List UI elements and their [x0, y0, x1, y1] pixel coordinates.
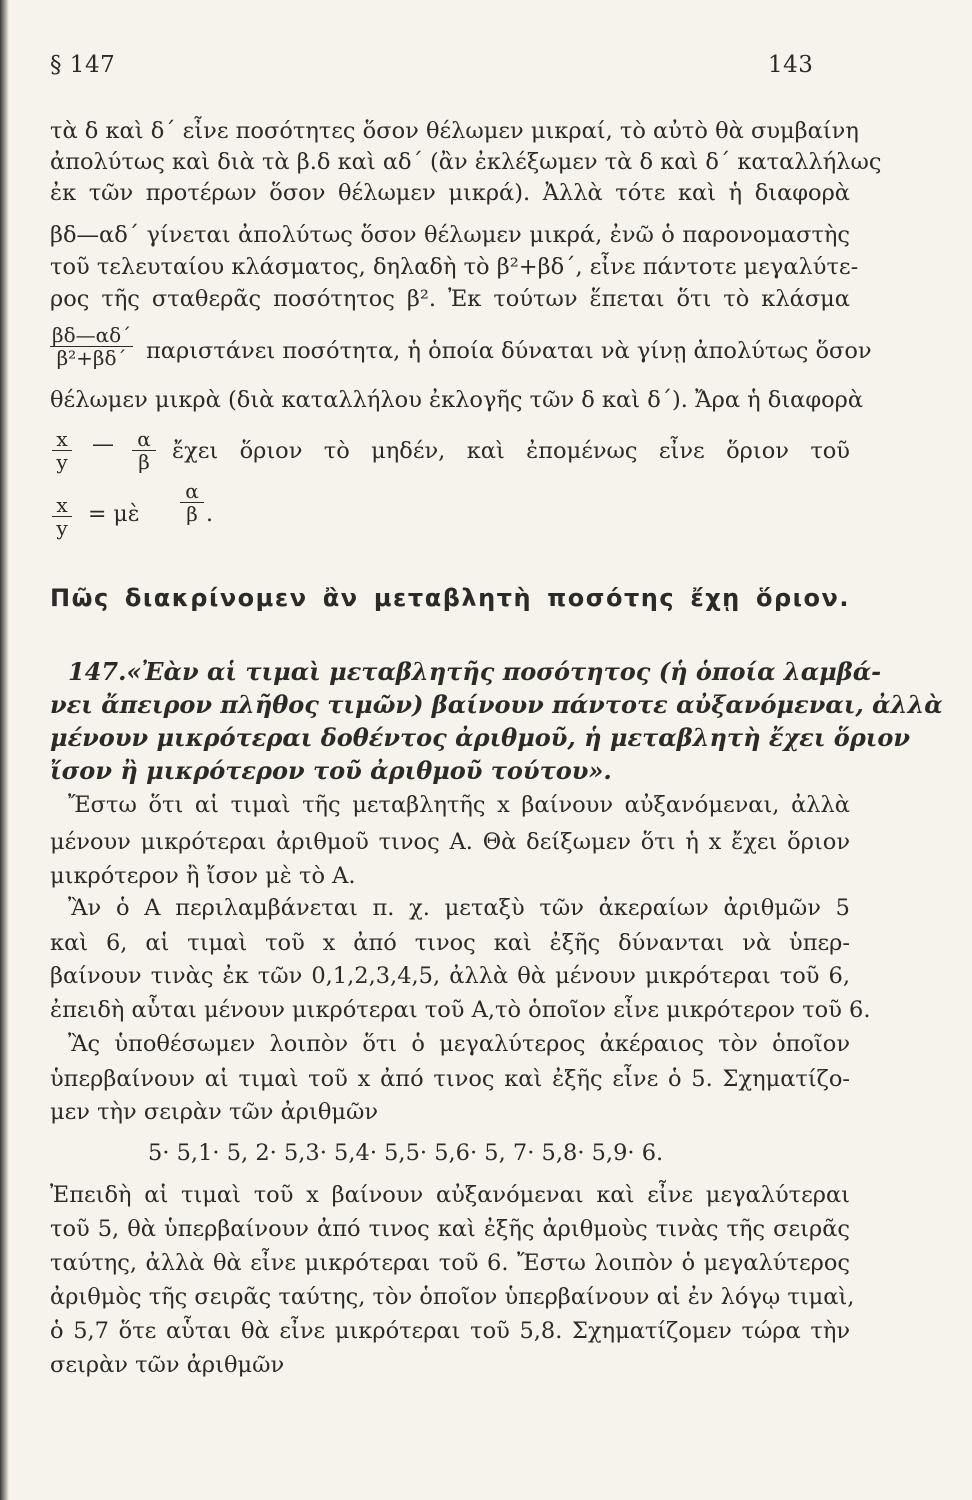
- minus-sign: —: [92, 432, 114, 457]
- text-line: μεν τὴν σειρὰν τῶν ἀριθμῶν: [50, 1099, 379, 1125]
- text-line: Ἔστω ὅτι αἱ τιμαὶ τῆς μεταβλητῆς x βαίνουν αὐξανόμεναι, ἀλλὰ: [68, 792, 850, 818]
- text-line: ἐκ τῶν προτέρων ὅσον θέλωμεν μικρά). Ἀλλὰ τότε καὶ ἡ διαφορὰ: [50, 180, 850, 206]
- fraction-x-over-y: [52, 494, 72, 539]
- section-number: § 147: [50, 52, 116, 78]
- text-line: μένουν μικρότεραι ἀριθμοῦ τινος Α. Θὰ δείξωμεν ὅτι ἡ x ἔχει ὅριον: [50, 829, 850, 855]
- text-line: παριστάνει ποσότητα, ἡ ὁποία δύναται νὰ γίνῃ ἀπολύτως ὅσον: [146, 338, 872, 364]
- number-sequence: 5· 5,1· 5, 2· 5,3· 5,4· 5,5· 5,6· 5, 7· 5,8· 5,9· 6.: [148, 1140, 664, 1166]
- text-line: τὰ δ καὶ δ΄ εἶνε ποσότητες ὅσον θέλωμεν μικραί, τὸ αὐτὸ θὰ συμβαίνη: [50, 118, 859, 144]
- fraction-numerator: x: [52, 428, 72, 451]
- text-line: καὶ 6, αἱ τιμαὶ τοῦ x ἀπό τινος καὶ ἐξῆς δύνανται νὰ ὑπερ-: [50, 930, 850, 956]
- text-line: Ἂς ὑποθέσωμεν λοιπὸν ὅτι ὁ μεγαλύτερος ἀκέραιος τὸν ὁποῖον: [68, 1031, 850, 1057]
- fraction-x-over-y: [52, 428, 72, 473]
- text-line: βαίνουν τινὰς ἐκ τῶν 0,1,2,3,4,5, ἀλλὰ θὰ μένουν μικρότεραι τοῦ 6,: [50, 963, 850, 989]
- equals-with-text: = μὲ: [88, 502, 140, 527]
- theorem-line: ἴσον ἢ μικρότερον τοῦ ἀριθμοῦ τούτου».: [50, 756, 612, 785]
- fraction-numerator: α: [132, 428, 156, 451]
- page-number: 143: [768, 52, 814, 78]
- text-line: σειρὰν τῶν ἀριθμῶν: [50, 1352, 285, 1378]
- text-line: ἀριθμὸς τῆς σειρᾶς ταύτης, τὸν ὁποῖον ὑπερβαίνουν αἱ ἐν λόγῳ τιμαὶ,: [50, 1284, 855, 1310]
- text-line: ταύτης, ἀλλὰ θὰ εἶνε μικρότεραι τοῦ 6. Ἔστω λοιπὸν ὁ μεγαλύτερος: [50, 1250, 850, 1276]
- text-line: ὑπερβαίνουν αἱ τιμαὶ τοῦ x ἀπό τινος καὶ ἐξῆς εἶνε ὁ 5. Σχηματίζο-: [50, 1066, 850, 1092]
- text-line: Ἐπειδὴ αἱ τιμαὶ τοῦ x βαίνουν αὐξανόμεναι καὶ εἶνε μεγαλύτεραι: [50, 1182, 850, 1208]
- fraction-numerator: βδ—αδ΄: [52, 323, 132, 347]
- fraction-denominator: y: [56, 516, 68, 540]
- text-line: ρος τῆς σταθερᾶς ποσότητος β². Ἐκ τούτων ἕπεται ὅτι τὸ κλάσμα: [50, 286, 850, 312]
- text-line: τοῦ 5, θὰ ὑπερβαίνουν ἀπό τινος καὶ ἐξῆς ἀριθμοὺς τινὰς τῆς σειρᾶς: [50, 1216, 850, 1242]
- fraction-a-over-b: [132, 428, 156, 473]
- fraction-denominator: β²+βδ΄: [56, 346, 127, 370]
- text-line: βδ—αδ΄ γίνεται ἀπολύτως ὅσον θέλωμεν μικρά, ἐνῶ ὁ παρονομαστὴς: [50, 222, 850, 248]
- section-heading: Πῶς διακρίνομεν ἂν μεταβλητὴ ποσότης ἔχῃ ὅριον.: [50, 584, 850, 612]
- theorem-line: μένουν μικρότεραι δοθέντος ἀριθμοῦ, ἡ μεταβλητὴ ἔχει ὅριον: [50, 723, 911, 752]
- text-line: ὁ 5,7 ὅτε αὗται θὰ εἶνε μικρότεραι τοῦ 5,8. Σχηματίζομεν τώρα τὴν: [50, 1318, 850, 1344]
- text-line: ἀπολύτως καὶ διὰ τὰ β.δ καὶ αδ΄ (ἂν ἐκλέξωμεν τὰ δ καὶ δ΄ καταλλήλως: [50, 149, 882, 175]
- fraction-bd-over-b2: [50, 324, 133, 369]
- text-line: τοῦ τελευταίου κλάσματος, δηλαδὴ τὸ β²+βδ΄, εἶνε πάντοτε μεγαλύτε-: [50, 254, 859, 280]
- period: .: [206, 502, 213, 527]
- page-binding-edge: [0, 0, 9, 1500]
- fraction-numerator: x: [52, 494, 72, 517]
- text-line: θέλωμεν μικρὰ (διὰ καταλλήλου ἐκλογῆς τῶν δ καὶ δ΄). Ἄρα ἡ διαφορὰ: [50, 387, 864, 413]
- text-line: Ἂν ὁ Α περιλαμβάνεται π. χ. μεταξὺ τῶν ἀκεραίων ἀριθμῶν 5: [68, 895, 850, 921]
- theorem-line: 147.«Ἐὰν αἱ τιμαὶ μεταβλητῆς ποσότητος (ἡ ὁποία λαμβά-: [68, 657, 882, 686]
- fraction-a-over-b: [180, 480, 204, 525]
- text-line: ἐπειδὴ αὗται μένουν μικρότεραι τοῦ Α,τὸ ὁποῖον εἶνε μικρότερον τοῦ 6.: [50, 997, 871, 1023]
- fraction-numerator: α: [180, 480, 204, 503]
- text-line: μικρότερον ἢ ἴσον μὲ τὸ Α.: [50, 863, 356, 889]
- fraction-denominator: β: [186, 502, 198, 526]
- fraction-denominator: β: [138, 450, 150, 474]
- fraction-denominator: y: [56, 450, 68, 474]
- theorem-line: νει ἄπειρον πλῆθος τιμῶν) βαίνουν πάντοτε αὐξανόμεναι, ἀλλὰ: [50, 690, 943, 719]
- text-line: ἔχει ὅριον τὸ μηδέν, καὶ ἐπομένως εἶνε ὅριον τοῦ: [172, 438, 850, 464]
